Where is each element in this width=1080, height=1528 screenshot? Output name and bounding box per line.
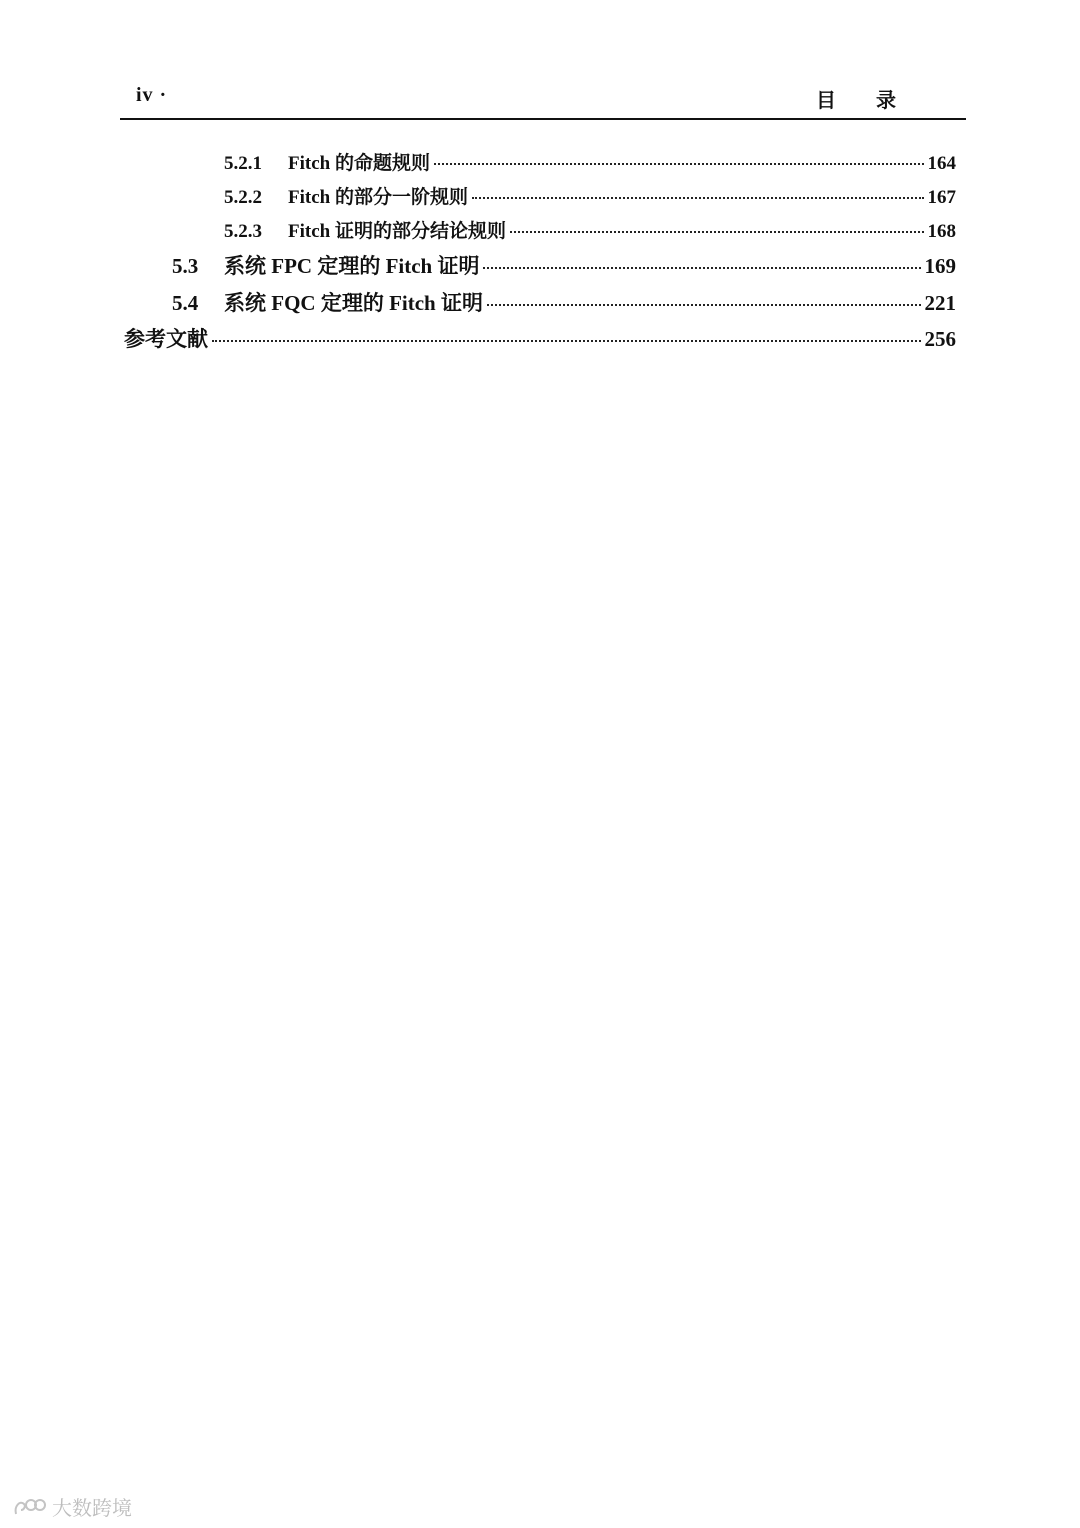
page-header xyxy=(120,82,966,120)
watermark xyxy=(12,1492,132,1521)
toc-entry[interactable] xyxy=(224,148,956,175)
toc-entry[interactable] xyxy=(124,323,956,353)
toc-entry-number: 5.2.1 xyxy=(224,153,262,174)
toc-entry[interactable] xyxy=(224,216,956,243)
toc-entry-number: 5.4 xyxy=(172,291,199,315)
toc-entry-number: 5.2.3 xyxy=(224,221,262,242)
toc-entry-title: Fitch 的部分一阶规则 xyxy=(288,187,468,208)
toc-entry-title: 系统 FQC 定理的 Fitch 证明 xyxy=(224,291,483,315)
toc-entry-title: Fitch 的命题规则 xyxy=(288,153,430,174)
dot-leader xyxy=(483,267,920,269)
running-title: 目录 xyxy=(816,90,936,112)
toc-entry-page: 256 xyxy=(924,327,956,351)
toc-entry-number: 5.2.2 xyxy=(224,187,262,208)
toc-entry-page: 221 xyxy=(924,291,956,315)
toc-entry-page: 167 xyxy=(927,187,956,208)
toc-entry[interactable] xyxy=(172,287,956,317)
watermark-logo-icon xyxy=(12,1496,46,1518)
toc-entry-page: 169 xyxy=(924,254,956,278)
dot-leader xyxy=(212,340,921,342)
watermark-text: 大数跨境 xyxy=(52,1496,132,1520)
toc-entry-number: 5.3 xyxy=(172,254,199,278)
dot-leader xyxy=(487,304,921,306)
toc-entry[interactable] xyxy=(224,182,956,209)
toc-entry-title: 系统 FPC 定理的 Fitch 证明 xyxy=(224,254,480,278)
toc-entry-page: 164 xyxy=(927,153,956,174)
toc-entry-title: Fitch 证明的部分结论规则 xyxy=(288,221,506,242)
toc-entry-title: 参考文献 xyxy=(124,327,208,351)
dot-leader xyxy=(434,163,924,165)
toc-entry[interactable] xyxy=(172,250,956,280)
dot-leader xyxy=(510,231,924,233)
toc-entry-page: 168 xyxy=(927,221,956,242)
page-number: iv · xyxy=(136,84,168,106)
dot-leader xyxy=(472,197,924,199)
